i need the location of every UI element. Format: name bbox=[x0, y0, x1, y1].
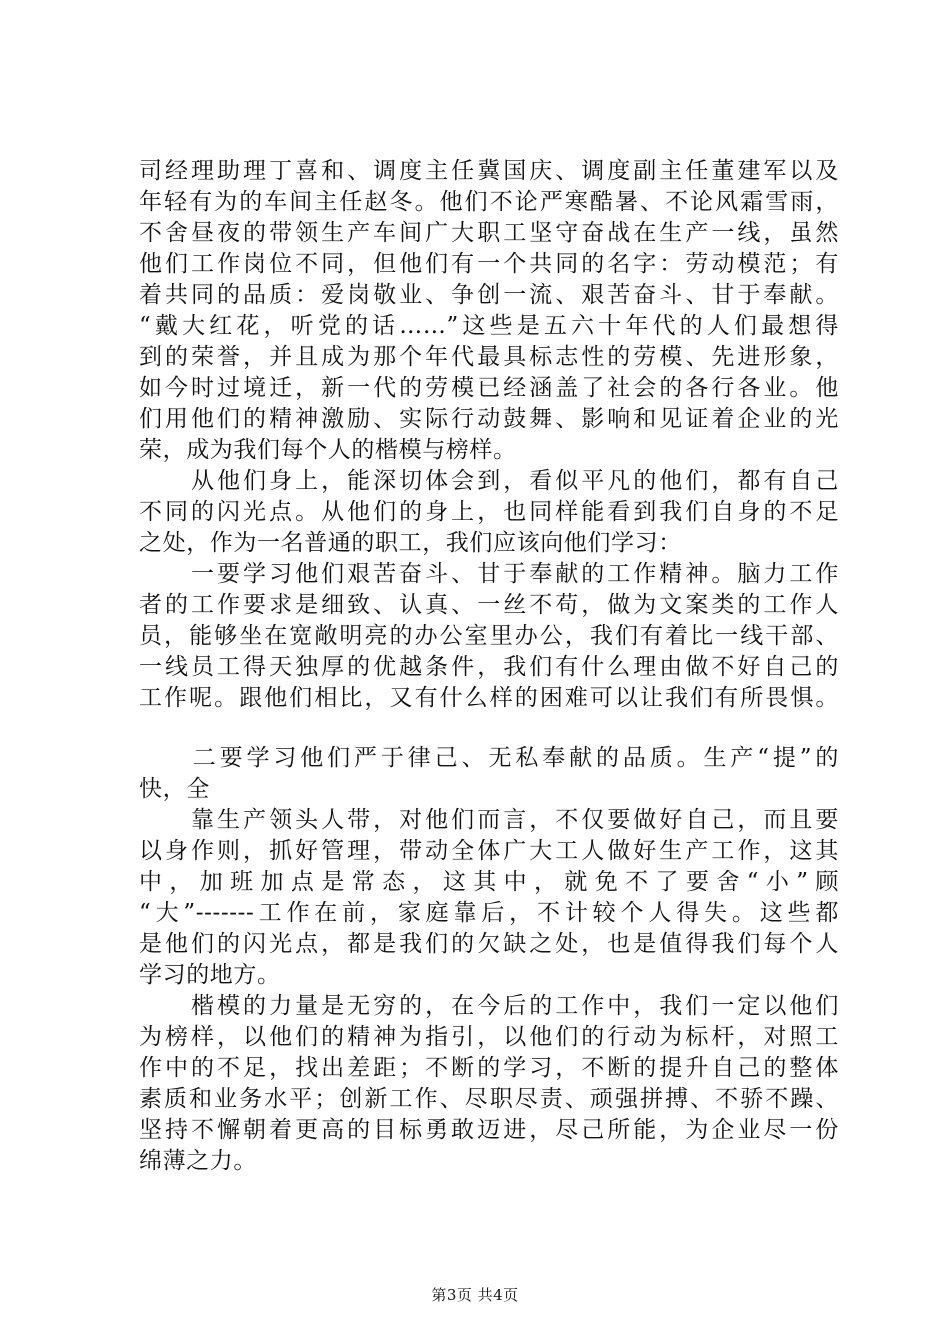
text-line: 坚持不懈朝着更高的目标勇敢迈进，尽己所能，为企业尽一份 bbox=[139, 1117, 839, 1143]
text-line: 他们工作岗位不同，但他们有一个共同的名字：劳动模范；有 bbox=[139, 251, 839, 277]
text-line: 一线员工得天独厚的优越条件，我们有什么理由做不好自己的 bbox=[139, 654, 839, 680]
text-line: 之处，作为一名普通的职工，我们应该向他们学习： bbox=[139, 530, 682, 556]
text-line: 着共同的品质：爱岗敬业、争创一流、艰苦奋斗、甘于奉献。 bbox=[139, 282, 839, 308]
text-line: 荣，成为我们每个人的楷模与榜样。 bbox=[139, 437, 517, 463]
text-line: “戴大红花，听党的话……”这些是五六十年代的人们最想得 bbox=[139, 313, 839, 339]
text-line: 们用他们的精神激励、实际行动鼓舞、影响和见证着企业的光 bbox=[139, 406, 839, 432]
page-footer: 第3页 共4页 bbox=[431, 1286, 519, 1304]
text-line: “大”-------工作在前，家庭靠后，不计较个人得失。这些都 bbox=[139, 900, 839, 926]
text-line: 靠生产领头人带，对他们而言，不仅要做好自己，而且要 bbox=[139, 807, 839, 833]
text-line: 者的工作要求是细致、认真、一丝不苟，做为文案类的工作人 bbox=[139, 592, 839, 618]
text-line: 绵薄之力。 bbox=[139, 1148, 257, 1174]
text-line: 为榜样，以他们的精神为指引，以他们的行动为标杆，对照工 bbox=[139, 1024, 839, 1050]
text-line: 快，全 bbox=[139, 776, 210, 802]
text-line: 如今时过境迁，新一代的劳模已经涵盖了社会的各行各业。他 bbox=[139, 375, 839, 401]
text-line: 楷模的力量是无穷的，在今后的工作中，我们一定以他们 bbox=[139, 993, 839, 1019]
text-line: 以身作则，抓好管理，带动全体广大工人做好生产工作，这其 bbox=[139, 838, 839, 864]
text-line: 中，加班加点是常态，这其中，就免不了要舍“小”顾 bbox=[139, 869, 839, 895]
text-line: 是他们的闪光点，都是我们的欠缺之处，也是值得我们每个人 bbox=[139, 931, 839, 957]
text-line: 不同的闪光点。从他们的身上，也同样能看到我们自身的不足 bbox=[139, 499, 839, 525]
text-line: 作中的不足，找出差距；不断的学习，不断的提升自己的整体 bbox=[139, 1055, 839, 1081]
text-line: 从他们身上，能深切体会到，看似平凡的他们，都有自己 bbox=[139, 468, 839, 494]
text-line: 年轻有为的车间主任赵冬。他们不论严寒酷暑、不论风霜雪雨， bbox=[139, 189, 839, 215]
text-line: 司经理助理丁喜和、调度主任冀国庆、调度副主任董建军以及 bbox=[139, 158, 839, 184]
text-line: 一要学习他们艰苦奋斗、甘于奉献的工作精神。脑力工作 bbox=[139, 561, 839, 587]
text-line: 到的荣誉，并且成为那个年代最具标志性的劳模、先进形象， bbox=[139, 344, 839, 370]
text-line: 工作呢。跟他们相比，又有什么样的困难可以让我们有所畏惧。 bbox=[139, 685, 839, 711]
text-line: 员，能够坐在宽敞明亮的办公室里办公，我们有着比一线干部、 bbox=[139, 623, 839, 649]
text-line: 学习的地方。 bbox=[139, 962, 281, 988]
body-text bbox=[139, 156, 839, 1177]
text-line: 素质和业务水平；创新工作、尽职尽责、顽强拼搏、不骄不躁、 bbox=[139, 1086, 839, 1112]
text-line: 二要学习他们严于律己、无私奉献的品质。生产“提”的 bbox=[139, 745, 839, 771]
text-line: 不舍昼夜的带领生产车间广大职工坚守奋战在生产一线，虽然 bbox=[139, 220, 839, 246]
